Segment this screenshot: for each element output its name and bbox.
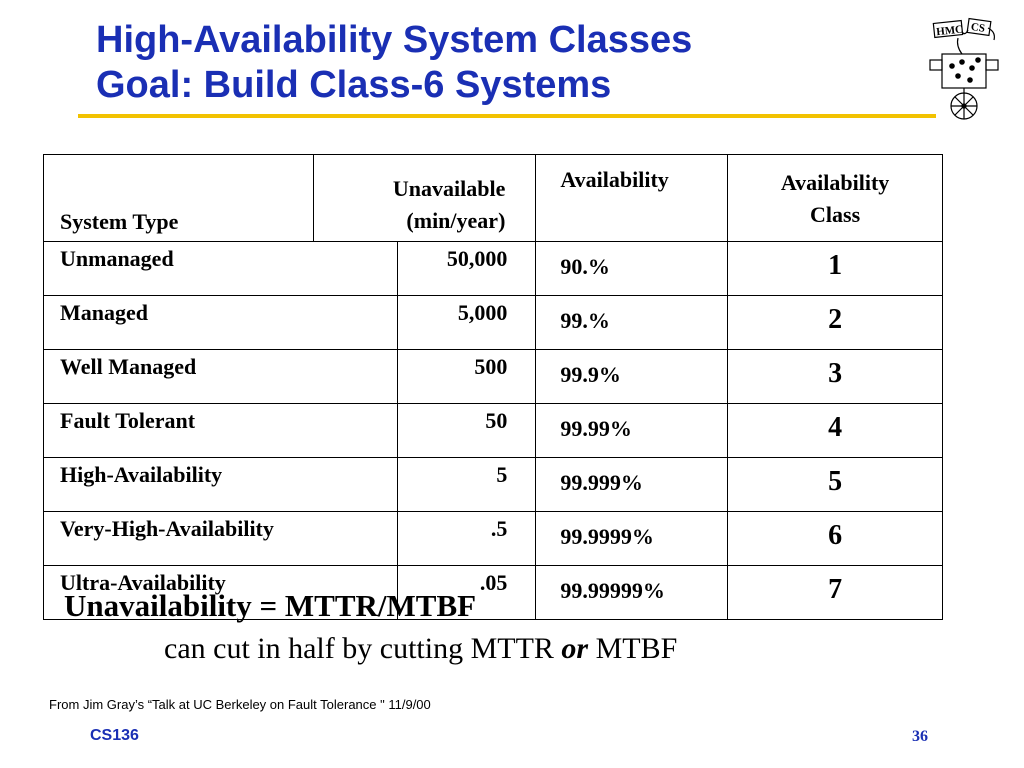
header-class-line1: Availability (780, 170, 890, 195)
header-unavailable (313, 155, 536, 242)
cell-system-type: Very-High-Availability (44, 512, 398, 566)
cell-system-type: Managed (44, 296, 398, 350)
source-citation: From Jim Gray’s “Talk at UC Berkeley on Fault Tolerance " 11/9/00 (49, 697, 431, 712)
cell-availability: 90.% (536, 242, 728, 296)
logo-cs-text: CS (970, 20, 986, 35)
slide-title (96, 18, 692, 108)
cell-unavailable: 50,000 (398, 242, 536, 296)
header-availability-class (728, 155, 943, 242)
cell-system-type: Unmanaged (44, 242, 398, 296)
header-unavailable-line2: (min/year) (406, 208, 506, 233)
header-system-type: System Type (44, 155, 314, 242)
cell-unavailable: .05 (398, 566, 536, 620)
cell-unavailable: 50 (398, 404, 536, 458)
footer-page-number: 36 (912, 728, 928, 745)
slide-title-line2: Goal: Build Class-6 Systems (96, 64, 612, 106)
cell-availability: 99.9999% (536, 512, 728, 566)
header-availability: Availability (536, 155, 728, 242)
logo-hmc-text: HMC (935, 23, 964, 39)
table-row (44, 512, 943, 566)
cell-availability: 99.9% (536, 350, 728, 404)
cell-class: 3 (728, 350, 943, 404)
cell-class: 2 (728, 296, 943, 350)
cell-unavailable: .5 (398, 512, 536, 566)
formula-explanation-or: or (561, 632, 589, 665)
cell-system-type: Fault Tolerant (44, 404, 398, 458)
title-underline-rule (78, 114, 936, 118)
table-row (44, 404, 943, 458)
header-class-line2: Class (810, 202, 861, 227)
cell-system-type: Ultra-Availability (44, 566, 398, 620)
cell-class: 7 (728, 566, 943, 620)
cell-availability: 99.% (536, 296, 728, 350)
cell-unavailable: 500 (398, 350, 536, 404)
table-row (44, 296, 943, 350)
cell-unavailable: 5 (398, 458, 536, 512)
footer-course: CS136 (90, 727, 139, 744)
cell-class: 4 (728, 404, 943, 458)
formula-explanation-after: MTBF (588, 632, 678, 665)
cell-class: 5 (728, 458, 943, 512)
cell-availability: 99.999% (536, 458, 728, 512)
hmc-cs-logo-icon (922, 14, 1008, 122)
table-row (44, 242, 943, 296)
formula-explanation (164, 632, 677, 666)
cell-availability: 99.99999% (536, 566, 728, 620)
cell-class: 6 (728, 512, 943, 566)
cell-unavailable: 5,000 (398, 296, 536, 350)
table-row (44, 350, 943, 404)
cell-system-type: Well Managed (44, 350, 398, 404)
slide-title-line1: High-Availability System Classes (96, 19, 693, 61)
cell-system-type: High-Availability (44, 458, 398, 512)
table-header-row (44, 155, 943, 242)
header-unavailable-line1: Unavailable (392, 176, 506, 201)
table-row (44, 458, 943, 512)
availability-classes-table (43, 154, 943, 620)
unavailability-formula: Unavailability = MTTR/MTBF (64, 588, 477, 623)
cell-availability: 99.99% (536, 404, 728, 458)
cell-class: 1 (728, 242, 943, 296)
formula-explanation-before: can cut in half by cutting MTTR (164, 632, 562, 665)
